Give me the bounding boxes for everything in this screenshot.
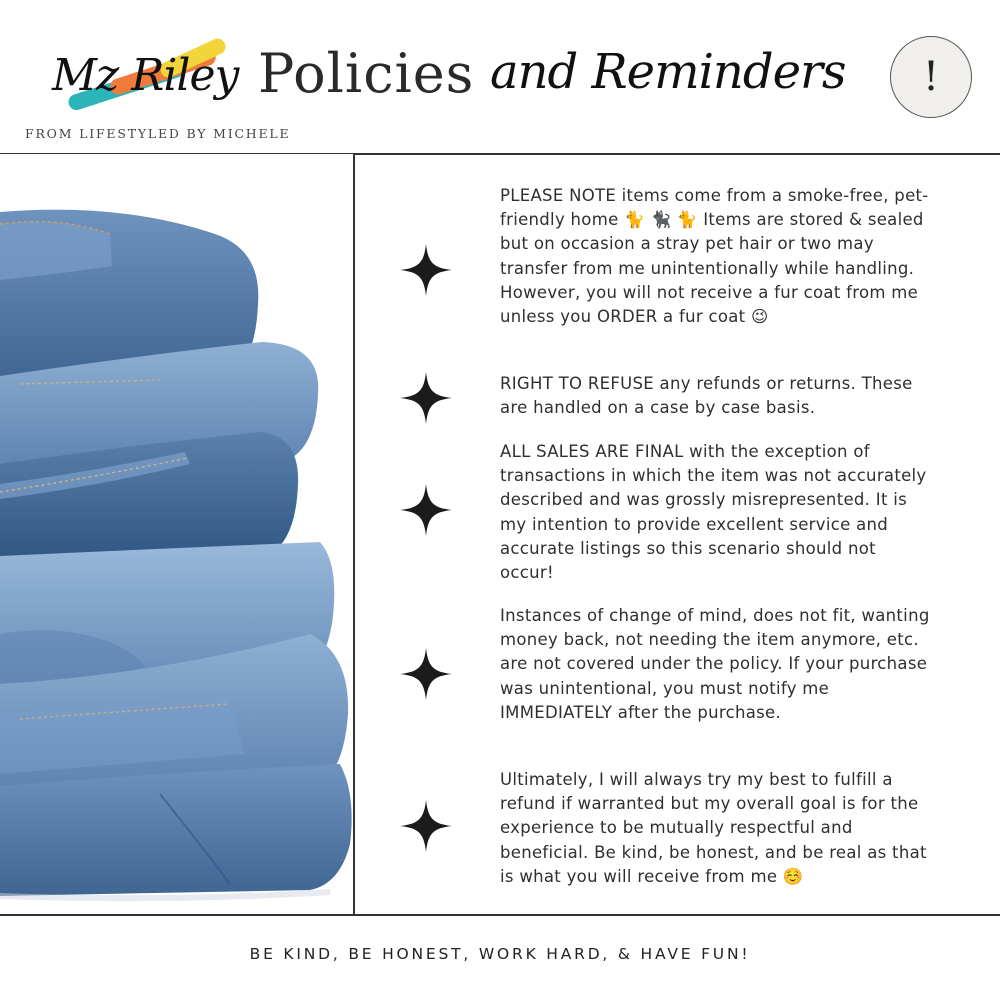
divider-vertical [353,154,355,915]
title-policies: Policies [258,42,475,105]
sparkle-star-icon [400,244,452,296]
title-reminders: and Reminders [490,44,846,100]
policy-item-change-of-mind [380,602,960,752]
sparkle-star-icon [400,800,452,852]
policy-item-all-sales-final [380,438,960,588]
header [0,0,1000,154]
exclamation-icon: ! [890,36,972,118]
jeans-stack-icon [0,154,353,914]
sparkle-star-icon [400,372,452,424]
policy-text: Ultimately, I will always try my best to fulfill a refund if warranted but my overall goal is for the experience to be mutually respectful and beneficial. Be kind, be honest, and be real as that is what you will receive from me ☺️ [500,770,927,886]
logo-text: Mz Riley [52,50,239,101]
brand-subtitle: FROM LIFESTYLED BY MICHELE [25,126,291,141]
folded-jeans-image [0,154,353,914]
policy-text: RIGHT TO REFUSE any refunds or returns. These are handled on a case by case basis. [500,374,913,418]
mz-riley-logo [48,30,248,122]
footer-motto: BE KIND, BE HONEST, WORK HARD, & HAVE FUN! [249,945,751,963]
policy-text: PLEASE NOTE items come from a smoke-free, pet-friendly home 🐈 🐈‍⬛ 🐈 Items are stored & sealed but on occasion a stray pet hair or two may transfer from me unintentionally while handling. However, you will not receive a fur coat from me unless you ORDER a fur coat 😉 [500,186,929,327]
divider-bottom [0,914,1000,916]
policy-item-refund-goal [380,766,960,896]
sparkle-star-icon [400,484,452,536]
policy-item-right-to-refuse [380,370,960,425]
sparkle-star-icon [400,648,452,700]
policy-text: Instances of change of mind, does not fit, wanting money back, not needing the item anymore, etc. are not covered under the policy. If your purchase was unintentional, you must notify me IMMEDIATELY after the purchase. [500,606,930,722]
policy-text: ALL SALES ARE FINAL with the exception of transactions in which the item was not accurately described and was grossly misrepresented. It is my intention to provide excellent service and accurate listings so this scenario should not occur! [500,442,927,583]
policy-item-pet-friendly [380,182,960,362]
